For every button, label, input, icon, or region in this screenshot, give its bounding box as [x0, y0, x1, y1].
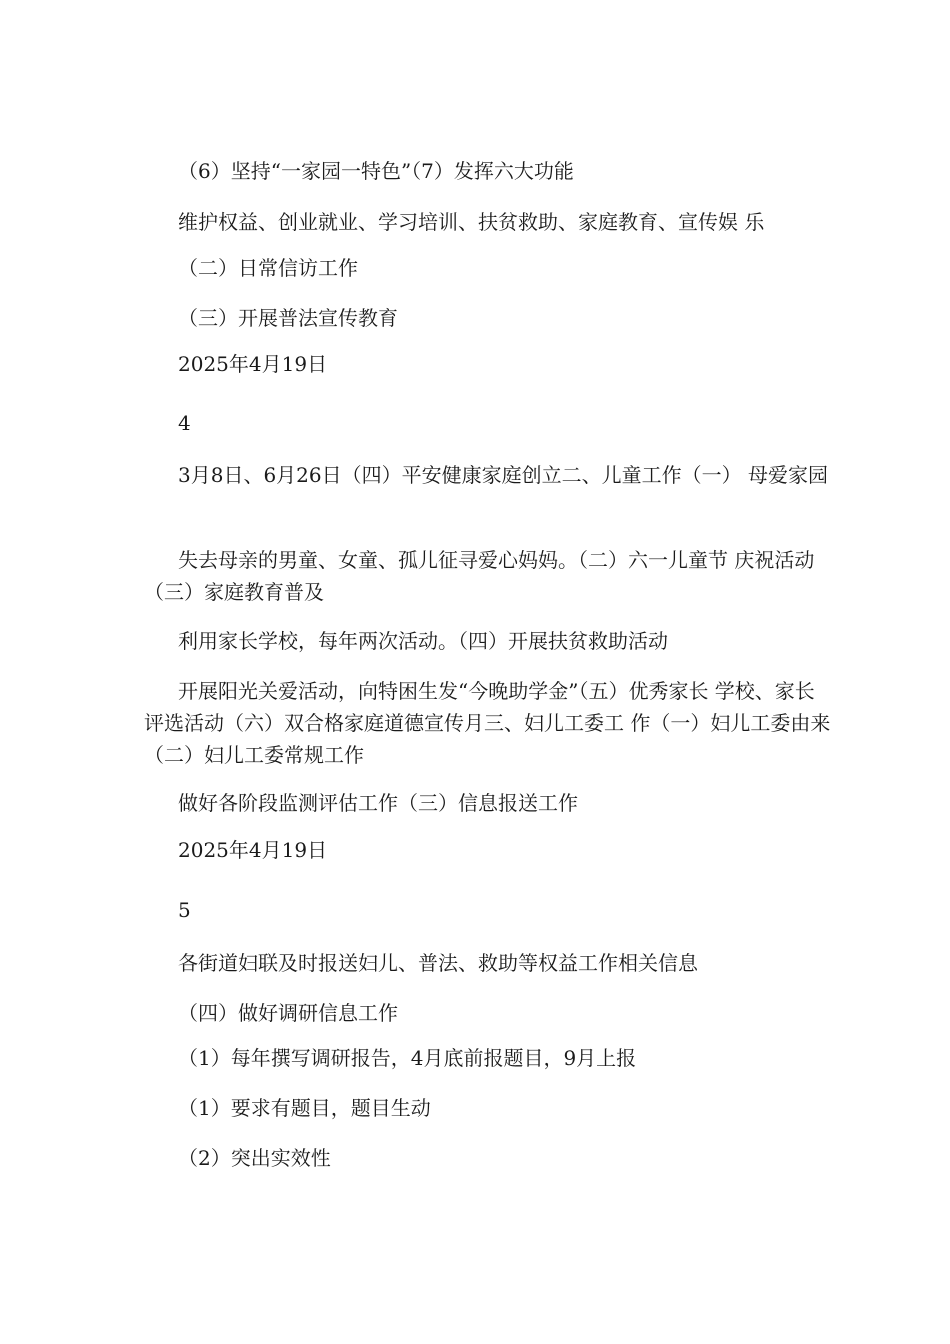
text-line: 利用家长学校，每年两次活动。（四）开展扶贫救助活动	[178, 629, 668, 653]
text-line: （2）突出实效性	[178, 1146, 331, 1170]
page-number: 4	[178, 411, 191, 435]
text-line: （三）开展普法宣传教育	[178, 306, 398, 330]
paragraph: 开展阳光关爱活动，向特困生发“今晚助学金”（五）优秀家长 学校、家长评选活动（六）双合格家庭道德宣传月三、妇儿工委工 作（一）妇儿工委由来（二）妇儿工委常规工作	[144, 679, 831, 767]
date-line: 2025年4月19日	[178, 352, 328, 376]
text-line: （1）要求有题目，题目生动	[178, 1096, 431, 1120]
paragraph: 3月8日、6月26日（四）平安健康家庭创立二、儿童工作（一） 母爱家园	[178, 463, 828, 487]
page-number: 5	[178, 898, 191, 922]
text-line: 维护权益、创业就业、学习培训、扶贫救助、家庭教育、宣传娱 乐	[178, 210, 765, 234]
text-line: （四）做好调研信息工作	[178, 1001, 398, 1025]
text-line: （二）日常信访工作	[178, 256, 358, 280]
date-line: 2025年4月19日	[178, 838, 328, 862]
text-line: （6）坚持“一家园一特色”（7）发挥六大功能	[178, 159, 574, 183]
text-line: 各街道妇联及时报送妇儿、普法、救助等权益工作相关信息	[178, 951, 698, 975]
text-line: （1）每年撰写调研报告，4月底前报题目，9月上报	[178, 1046, 637, 1070]
paragraph: 失去母亲的男童、女童、孤儿征寻爱心妈妈。（二）六一儿童节 庆祝活动（三）家庭教育普及	[144, 548, 815, 604]
text-line: 做好各阶段监测评估工作（三）信息报送工作	[178, 791, 578, 815]
